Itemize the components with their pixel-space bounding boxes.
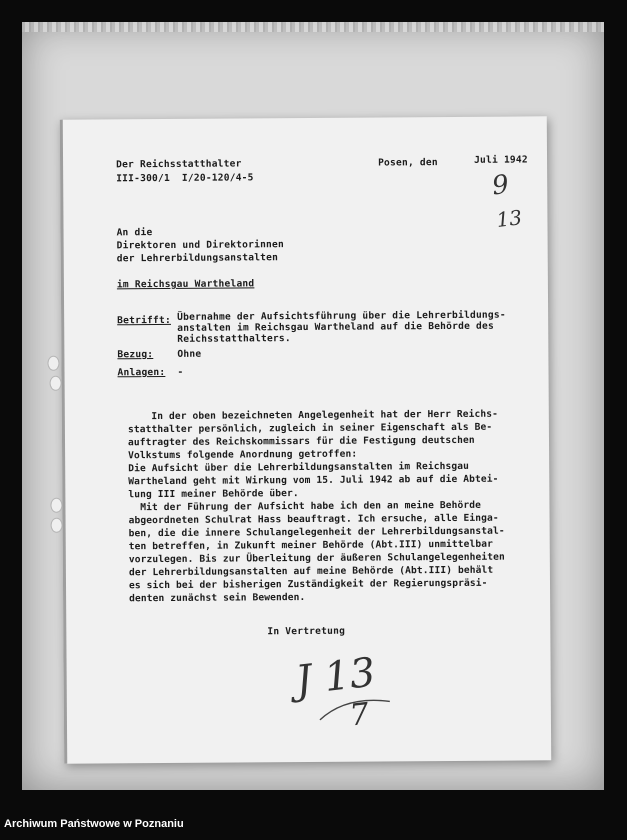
body-line: auftragter des Reichskommissars für die Festigung deutschen — [127, 434, 475, 449]
body-line: es sich bei der bisherigen Zuständigkeit der Regierungspräsi- — [128, 577, 488, 592]
recipient-region: im Reichsgau Wartheland — [116, 278, 255, 291]
subject-label: Betrifft: — [117, 314, 171, 327]
body-line: der Lehrerbildungsanstalten auf meine Behörde (Abt.III) behält — [128, 564, 494, 579]
body-line: Mit der Führung der Aufsicht habe ich den an meine Behörde — [128, 499, 482, 514]
reference-label: Bezug: — [117, 349, 154, 361]
punch-hole — [50, 376, 62, 391]
body-line: Die Aufsicht über die Lehrerbildungsanstalten im Reichsgau — [128, 460, 470, 475]
reference-number: III-300/1 I/20-120/4-5 — [116, 172, 254, 185]
date-month-year: Juli 1942 — [474, 154, 528, 166]
body-line: ben, die die innere Schulangelegenheit der Lehrerbildungsanstal- — [128, 525, 505, 540]
place-date: Posen, den — [378, 157, 438, 169]
handwritten-number: 7 — [348, 696, 371, 734]
sender-line: Der Reichsstatthalter — [116, 158, 242, 171]
punch-hole — [51, 518, 63, 533]
document-page — [60, 116, 551, 763]
attachments-label: Anlagen: — [117, 366, 166, 379]
closing-line: In Vertretung — [267, 625, 346, 638]
subject-text: anstalten im Reichsgau Wartheland auf die Behörde des — [177, 320, 494, 334]
body-line: Volkstums folgende Anordnung getroffen: — [128, 448, 358, 462]
body-line: Wartheland geht mit Wirkung vom 15. Juli 1942 ab auf die Abtei- — [128, 473, 499, 488]
handwritten-number: 9 — [490, 169, 511, 202]
reference-value: Ohne — [177, 348, 202, 360]
scan-frame — [22, 22, 604, 790]
subject-text: Reichsstatthalters. — [177, 333, 291, 345]
handwritten-signature: J 13 — [293, 649, 378, 705]
recipient-line: An die — [116, 227, 153, 239]
body-line: abgeordneten Schulrat Hass beauftragt. Ich ersuche, alle Einga- — [128, 512, 499, 527]
body-line: denten zunächst sein Bewenden. — [129, 592, 306, 605]
page-edge-shadow — [60, 120, 67, 764]
recipient-line: Direktoren und Direktorinnen — [116, 239, 285, 252]
body-line: lung III meiner Behörde über. — [128, 488, 299, 501]
punch-hole — [50, 498, 62, 513]
body-line: ten betreffen, in Zukunft meiner Behörde (Abt.III) unmittelbar — [128, 538, 494, 553]
signature-stroke — [316, 689, 396, 730]
body-line: In der oben bezeichneten Angelegenheit hat der Herr Reichs- — [127, 408, 499, 423]
handwritten-number: 13 — [495, 205, 524, 232]
attachments-value: - — [177, 366, 184, 378]
recipient-line: der Lehrerbildungsanstalten — [116, 252, 279, 265]
subject-text: Übernahme der Aufsichtsführung über die Lehrerbildungs- — [177, 309, 506, 323]
film-edge — [22, 22, 604, 32]
body-line: statthalter persönlich, zugleich in seiner Eigenschaft als Be- — [127, 421, 493, 436]
body-line: vorzulegen. Bis zur Überleitung der äußeren Schulangelegenheiten — [128, 551, 505, 566]
punch-hole — [47, 356, 59, 371]
archive-watermark: Archiwum Państwowe w Poznaniu — [4, 818, 184, 830]
